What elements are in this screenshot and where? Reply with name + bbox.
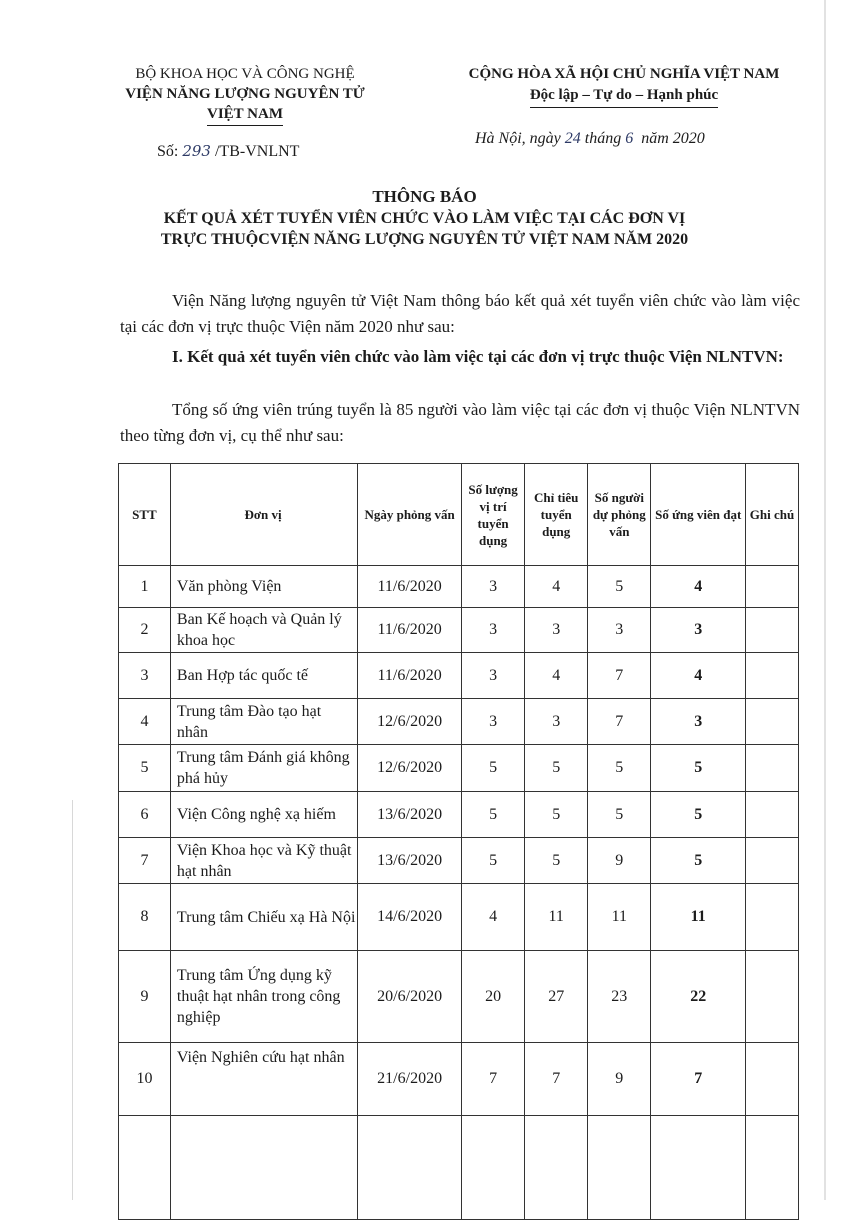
cell-date: 11/6/2020 xyxy=(358,608,462,653)
table-row xyxy=(119,1116,799,1220)
document-subtitle: KẾT QUẢ XÉT TUYỂN VIÊN CHỨC VÀO LÀM VIỆC TẠI CÁC ĐƠN VỊ xyxy=(163,210,686,227)
cell-quota xyxy=(525,1116,588,1220)
cell-interviewed: 9 xyxy=(588,1043,651,1116)
section-heading: I. Kết quả xét tuyển viên chức vào làm việc tại các đơn vị trực thuộc Viện NLNTVN: xyxy=(172,347,784,366)
cell-stt: 3 xyxy=(119,653,171,699)
table-row xyxy=(119,653,799,699)
document-number-suffix: /TB-VNLNT xyxy=(214,143,300,160)
cell-quota: 11 xyxy=(525,884,588,951)
cell-positions: 20 xyxy=(462,951,525,1043)
cell-positions: 5 xyxy=(462,838,525,884)
document-subtitle-line2: TRỰC THUỘCVIỆN NĂNG LƯỢNG NGUYÊN TỬ VIỆT NAM NĂM 2020 xyxy=(160,231,689,248)
cell-quota: 3 xyxy=(525,608,588,653)
cell-interviewed: 7 xyxy=(588,699,651,745)
cell-unit: Trung tâm Chiếu xạ Hà Nội xyxy=(170,884,357,951)
intro-paragraph: Viện Năng lượng nguyên tử Việt Nam thông báo kết quả xét tuyển viên chức vào làm việc tại các đơn vị trực thuộc Viện năm 2020 như sau: xyxy=(120,291,800,336)
cell-passed: 3 xyxy=(651,699,746,745)
table-row xyxy=(119,838,799,884)
cell-quota: 4 xyxy=(525,566,588,608)
cell-note xyxy=(746,745,799,792)
cell-date: 11/6/2020 xyxy=(358,653,462,699)
cell-note xyxy=(746,653,799,699)
scan-edge-shadow xyxy=(72,800,73,1200)
cell-unit: Trung tâm Đào tạo hạt nhân xyxy=(170,699,357,745)
cell-stt: 1 xyxy=(119,566,171,608)
table-row xyxy=(119,608,799,653)
table-row xyxy=(119,566,799,608)
cell-stt: 5 xyxy=(119,745,171,792)
cell-interviewed: 7 xyxy=(588,653,651,699)
ministry-name: BỘ KHOA HỌC VÀ CÔNG NGHỆ xyxy=(135,66,355,82)
handwritten-day: 24 xyxy=(564,130,581,147)
cell-passed: 7 xyxy=(651,1043,746,1116)
cell-unit: Ban Hợp tác quốc tế xyxy=(170,653,357,699)
cell-passed xyxy=(651,1116,746,1220)
cell-interviewed: 5 xyxy=(588,566,651,608)
cell-positions: 3 xyxy=(462,608,525,653)
cell-interviewed: 5 xyxy=(588,745,651,792)
table-row xyxy=(119,951,799,1043)
table-row xyxy=(119,745,799,792)
cell-positions: 5 xyxy=(462,792,525,838)
cell-quota: 5 xyxy=(525,745,588,792)
cell-interviewed: 11 xyxy=(588,884,651,951)
column-header-positions: Số lượng vị trí tuyển dụng xyxy=(462,464,525,566)
cell-passed: 5 xyxy=(651,838,746,884)
national-motto: Độc lập – Tự do – Hạnh phúc xyxy=(530,85,718,108)
country-name: CỘNG HÒA XÃ HỘI CHỦ NGHĨA VIỆT NAM xyxy=(468,66,780,82)
cell-unit: Viện Công nghệ xạ hiếm xyxy=(170,792,357,838)
column-header-unit: Đơn vị xyxy=(170,464,357,566)
cell-stt: 9 xyxy=(119,951,171,1043)
cell-stt: 8 xyxy=(119,884,171,951)
cell-quota: 5 xyxy=(525,792,588,838)
date-day-label: ngày xyxy=(529,130,561,147)
cell-passed: 3 xyxy=(651,608,746,653)
cell-date: 11/6/2020 xyxy=(358,566,462,608)
document-number-prefix: Số: xyxy=(157,143,179,160)
cell-stt: 6 xyxy=(119,792,171,838)
column-header-note: Ghi chú xyxy=(746,464,799,566)
cell-stt: 10 xyxy=(119,1043,171,1116)
cell-positions: 3 xyxy=(462,566,525,608)
cell-date: 12/6/2020 xyxy=(358,699,462,745)
cell-unit: Văn phòng Viện xyxy=(170,566,357,608)
cell-unit: Ban Kế hoạch và Quản lý khoa học xyxy=(170,608,357,653)
cell-date xyxy=(358,1116,462,1220)
cell-note xyxy=(746,884,799,951)
cell-quota: 5 xyxy=(525,838,588,884)
cell-note xyxy=(746,566,799,608)
cell-stt: 4 xyxy=(119,699,171,745)
cell-note xyxy=(746,951,799,1043)
column-header-interviewed: Số người dự phỏng vấn xyxy=(588,464,651,566)
cell-positions: 7 xyxy=(462,1043,525,1116)
cell-date: 13/6/2020 xyxy=(358,838,462,884)
cell-unit: Viện Nghiên cứu hạt nhân xyxy=(170,1043,357,1116)
cell-positions: 4 xyxy=(462,884,525,951)
cell-interviewed: 23 xyxy=(588,951,651,1043)
column-header-passed: Số ứng viên đạt xyxy=(651,464,746,566)
scan-edge-shadow xyxy=(824,0,826,1200)
cell-passed: 11 xyxy=(651,884,746,951)
cell-positions: 5 xyxy=(462,745,525,792)
cell-unit: Trung tâm Đánh giá không phá hủy xyxy=(170,745,357,792)
cell-date: 13/6/2020 xyxy=(358,792,462,838)
cell-passed: 4 xyxy=(651,653,746,699)
cell-note xyxy=(746,608,799,653)
cell-date: 21/6/2020 xyxy=(358,1043,462,1116)
national-header xyxy=(432,64,816,108)
cell-stt: 7 xyxy=(119,838,171,884)
table-row xyxy=(119,884,799,951)
handwritten-number: 293 xyxy=(182,142,211,160)
document-title: THÔNG BÁO xyxy=(372,187,477,206)
table-row xyxy=(119,699,799,745)
cell-interviewed: 9 xyxy=(588,838,651,884)
date-place: Hà Nội, xyxy=(475,130,526,147)
column-header-date: Ngày phỏng vấn xyxy=(358,464,462,566)
handwritten-month: 6 xyxy=(625,130,634,147)
cell-date: 14/6/2020 xyxy=(358,884,462,951)
institute-name: VIỆN NĂNG LƯỢNG NGUYÊN TỬ xyxy=(125,86,365,102)
cell-passed: 5 xyxy=(651,745,746,792)
cell-date: 12/6/2020 xyxy=(358,745,462,792)
column-header-stt: STT xyxy=(119,464,171,566)
cell-interviewed: 3 xyxy=(588,608,651,653)
column-header-quota: Chỉ tiêu tuyển dụng xyxy=(525,464,588,566)
cell-note xyxy=(746,1043,799,1116)
cell-stt xyxy=(119,1116,171,1220)
cell-positions xyxy=(462,1116,525,1220)
cell-note xyxy=(746,1116,799,1220)
cell-date: 20/6/2020 xyxy=(358,951,462,1043)
table-header-row xyxy=(119,464,799,566)
cell-note xyxy=(746,838,799,884)
results-table xyxy=(118,463,799,1220)
date-month-label: tháng xyxy=(584,130,622,147)
table-row xyxy=(119,1043,799,1116)
cell-positions: 3 xyxy=(462,699,525,745)
cell-quota: 7 xyxy=(525,1043,588,1116)
cell-quota: 27 xyxy=(525,951,588,1043)
cell-note xyxy=(746,699,799,745)
cell-passed: 22 xyxy=(651,951,746,1043)
summary-paragraph: Tổng số ứng viên trúng tuyển là 85 người vào làm việc tại các đơn vị thuộc Viện NLNTVN theo từng đơn vị, cụ thể như sau: xyxy=(120,400,800,445)
table-row xyxy=(119,792,799,838)
cell-interviewed xyxy=(588,1116,651,1220)
cell-positions: 3 xyxy=(462,653,525,699)
cell-unit: Viện Khoa học và Kỹ thuật hạt nhân xyxy=(170,838,357,884)
cell-quota: 3 xyxy=(525,699,588,745)
cell-passed: 4 xyxy=(651,566,746,608)
cell-quota: 4 xyxy=(525,653,588,699)
document-number xyxy=(157,142,299,161)
cell-unit xyxy=(170,1116,357,1220)
cell-stt: 2 xyxy=(119,608,171,653)
institute-name-line2: VIỆT NAM xyxy=(207,104,283,126)
cell-interviewed: 5 xyxy=(588,792,651,838)
date-year: năm 2020 xyxy=(641,130,705,147)
cell-unit: Trung tâm Ứng dụng kỹ thuật hạt nhân trong công nghiệp xyxy=(170,951,357,1043)
issue-date xyxy=(475,130,705,148)
cell-note xyxy=(746,792,799,838)
cell-passed: 5 xyxy=(651,792,746,838)
issuer-header xyxy=(95,64,395,126)
